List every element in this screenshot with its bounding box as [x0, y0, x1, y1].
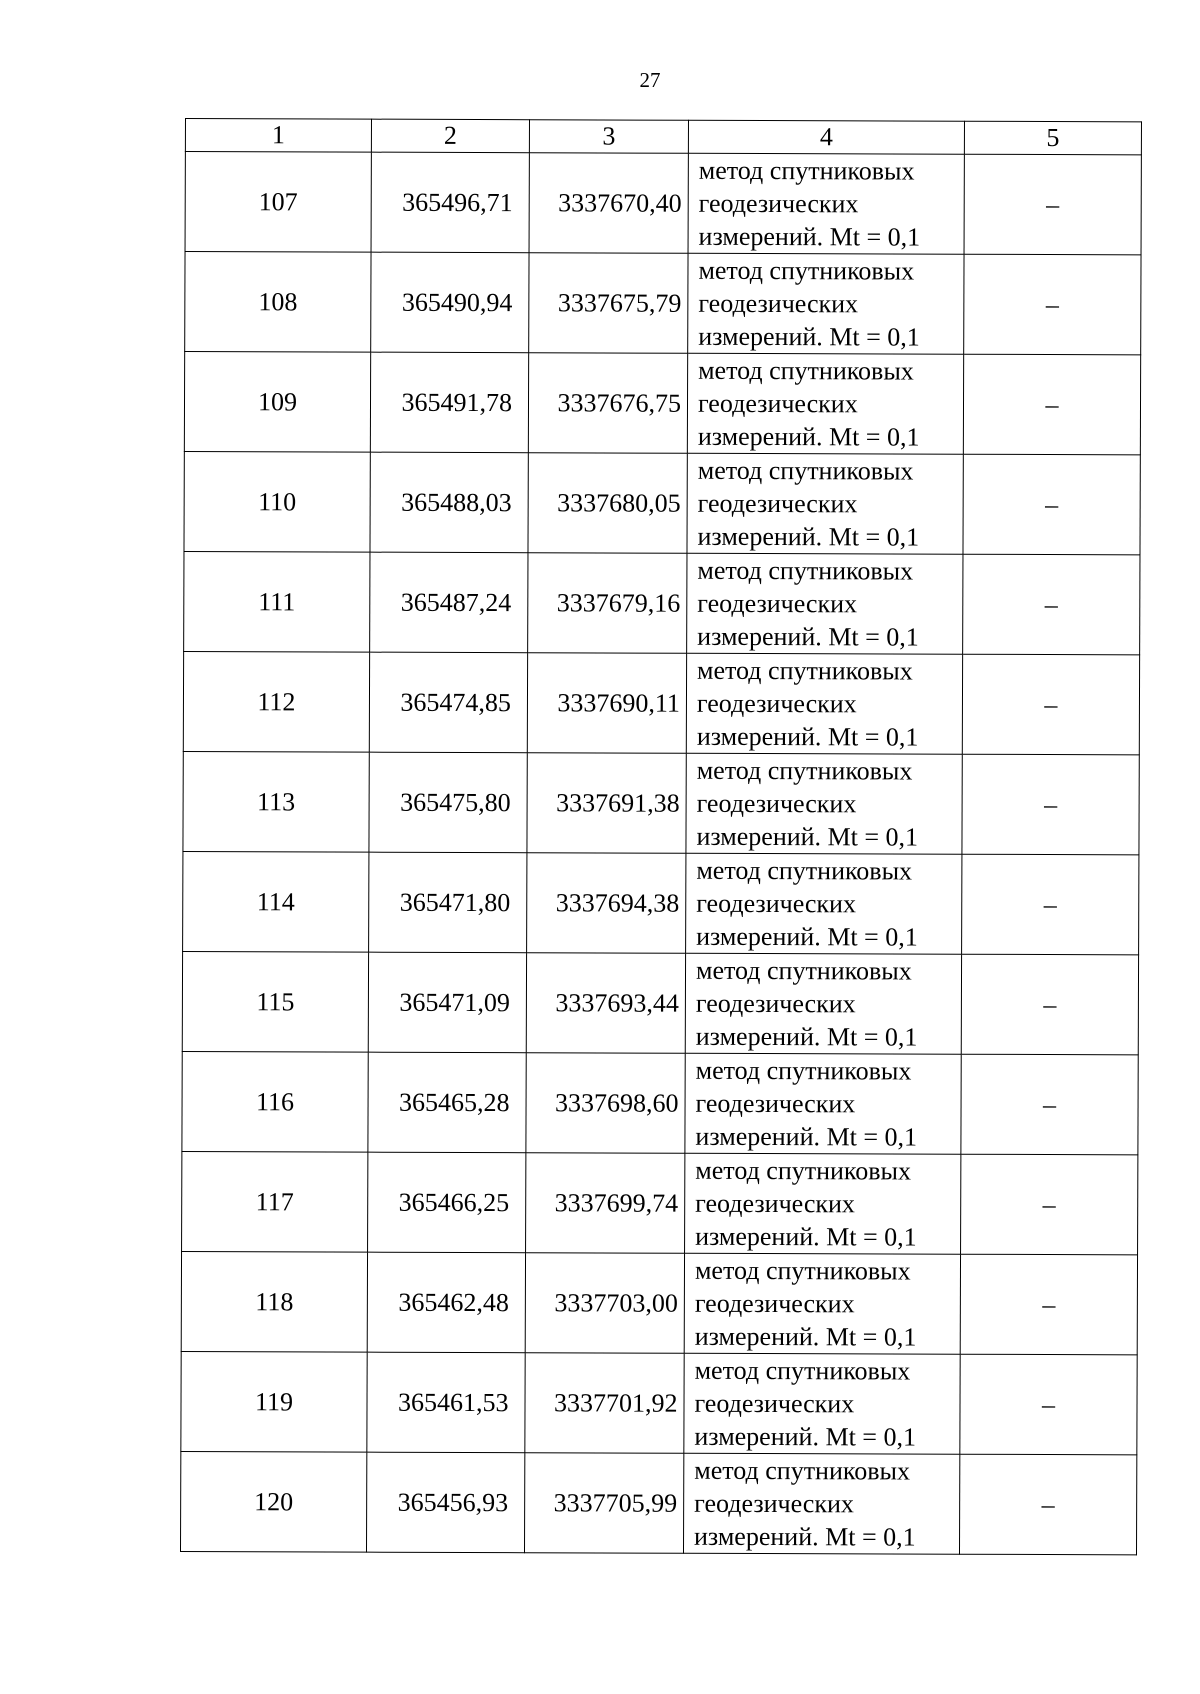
note-cell: – [964, 254, 1141, 355]
x-coordinate-cell: 365465,28 [368, 1052, 526, 1153]
method-line: геодезических [697, 488, 858, 519]
note-cell: – [962, 754, 1139, 855]
method-cell [686, 653, 962, 754]
note-cell: – [962, 854, 1139, 955]
note-cell: – [961, 1154, 1138, 1255]
method-line: геодезических [696, 888, 857, 919]
method-line: геодезических [694, 1288, 855, 1319]
note-cell: – [960, 1254, 1137, 1355]
table-row [185, 252, 1141, 355]
method-cell [685, 953, 961, 1054]
method-line: метод спутниковых [697, 655, 913, 686]
method-line: метод спутниковых [696, 855, 913, 886]
note-cell: – [964, 154, 1141, 255]
x-coordinate-cell: 365461,53 [367, 1352, 525, 1453]
point-number-cell: 114 [183, 851, 369, 952]
method-line: геодезических [695, 988, 856, 1019]
method-cell [688, 153, 964, 254]
x-coordinate-cell: 365490,94 [371, 252, 529, 353]
y-coordinate-cell: 3337705,99 [524, 1453, 683, 1554]
method-line: измерений. Mt = 0,1 [698, 221, 921, 252]
point-number-cell: 110 [184, 451, 370, 552]
table-row [183, 651, 1139, 754]
method-line: метод спутниковых [696, 755, 913, 786]
x-coordinate-cell: 365456,93 [366, 1452, 524, 1553]
method-line: метод спутниковых [698, 155, 915, 186]
table-row [184, 551, 1140, 654]
column-header: 3 [529, 120, 688, 154]
method-line: метод спутниковых [694, 1455, 911, 1486]
table-row [181, 1251, 1137, 1354]
x-coordinate-cell: 365471,09 [368, 952, 526, 1053]
method-cell [686, 853, 962, 954]
y-coordinate-cell: 3337703,00 [525, 1253, 684, 1354]
note-cell: – [960, 1354, 1137, 1455]
method-line: геодезических [695, 1188, 855, 1219]
column-header: 2 [371, 119, 529, 153]
method-line: геодезических [697, 588, 858, 619]
page-number: 27 [639, 68, 661, 92]
method-line: измерений. Mt = 0,1 [698, 321, 920, 352]
y-coordinate-cell: 3337675,79 [529, 253, 688, 354]
table-row [185, 152, 1141, 255]
method-line: измерений. Mt = 0,1 [694, 1321, 917, 1352]
method-line: метод спутниковых [695, 1055, 912, 1086]
table-row [181, 1351, 1137, 1454]
method-line: измерений. Mt = 0,1 [696, 921, 918, 952]
method-cell [684, 1253, 960, 1354]
method-line: геодезических [697, 388, 858, 419]
method-line: измерений. Mt = 0,1 [695, 1121, 918, 1152]
x-coordinate-cell: 365488,03 [370, 452, 528, 553]
point-number-cell: 108 [185, 252, 371, 353]
header-row [185, 119, 1141, 155]
method-line: измерений. Mt = 0,1 [696, 721, 919, 752]
x-coordinate-cell: 365471,80 [369, 852, 527, 953]
method-line: измерений. Mt = 0,1 [697, 621, 919, 652]
method-line: геодезических [694, 1388, 855, 1419]
point-number-cell: 117 [182, 1151, 368, 1252]
x-coordinate-cell: 365491,78 [370, 352, 528, 453]
method-cell [685, 1053, 961, 1154]
y-coordinate-cell: 3337699,74 [526, 1153, 685, 1254]
y-coordinate-cell: 3337690,11 [527, 653, 686, 754]
point-number-cell: 118 [181, 1251, 367, 1352]
method-line: измерений. Mt = 0,1 [697, 521, 920, 552]
y-coordinate-cell: 3337680,05 [528, 453, 687, 554]
x-coordinate-cell: 365475,80 [369, 752, 527, 853]
method-line: метод спутниковых [697, 555, 914, 586]
method-cell [688, 253, 964, 354]
point-number-cell: 116 [182, 1051, 368, 1152]
y-coordinate-cell: 3337670,40 [529, 153, 688, 254]
point-number-cell: 119 [181, 1351, 367, 1452]
note-cell: – [963, 554, 1140, 655]
column-header: 4 [688, 120, 964, 154]
method-line: геодезических [698, 288, 859, 319]
table-row [184, 352, 1140, 455]
note-cell: – [962, 654, 1139, 755]
table-row [180, 1451, 1136, 1554]
method-line: измерений. Mt = 0,1 [695, 1221, 917, 1252]
method-line: геодезических [694, 1488, 854, 1519]
x-coordinate-cell: 365474,85 [369, 652, 527, 753]
method-line: геодезических [698, 188, 859, 219]
y-coordinate-cell: 3337698,60 [526, 1053, 685, 1154]
method-line: измерений. Mt = 0,1 [697, 421, 920, 452]
note-cell: – [961, 954, 1138, 1055]
y-coordinate-cell: 3337691,38 [527, 753, 686, 854]
method-line: метод спутниковых [694, 1355, 911, 1386]
method-line: измерений. Mt = 0,1 [695, 1021, 918, 1052]
table-row [182, 951, 1138, 1054]
method-cell [685, 1153, 961, 1254]
x-coordinate-cell: 365496,71 [371, 152, 529, 253]
method-line: геодезических [696, 688, 857, 719]
note-cell: – [963, 354, 1140, 455]
note-cell: – [963, 454, 1140, 555]
method-cell [687, 453, 963, 554]
method-cell [684, 1353, 960, 1454]
y-coordinate-cell: 3337679,16 [528, 553, 687, 654]
x-coordinate-cell: 365466,25 [368, 1152, 526, 1253]
table-row [183, 751, 1139, 854]
table-row [182, 1051, 1138, 1154]
point-number-cell: 107 [185, 152, 371, 253]
point-number-cell: 111 [184, 551, 370, 652]
method-line: измерений. Mt = 0,1 [694, 1421, 917, 1452]
y-coordinate-cell: 3337694,38 [527, 853, 686, 954]
y-coordinate-cell: 3337693,44 [526, 953, 685, 1054]
x-coordinate-cell: 365462,48 [367, 1252, 525, 1353]
method-line: метод спутниковых [694, 1255, 911, 1286]
method-cell [683, 1453, 959, 1554]
point-number-cell: 120 [180, 1451, 366, 1552]
method-line: метод спутниковых [695, 955, 912, 986]
method-cell [687, 353, 963, 454]
table-header [185, 119, 1141, 155]
method-cell [687, 553, 963, 654]
x-coordinate-cell: 365487,24 [370, 552, 528, 653]
point-number-cell: 113 [183, 751, 369, 852]
table-row [182, 1151, 1138, 1254]
point-number-cell: 109 [184, 352, 370, 453]
column-header: 5 [964, 121, 1141, 155]
table-row [183, 851, 1139, 954]
y-coordinate-cell: 3337676,75 [528, 353, 687, 454]
method-line: метод спутниковых [695, 1155, 912, 1186]
coordinates-table [180, 118, 1142, 1555]
y-coordinate-cell: 3337701,92 [525, 1353, 684, 1454]
table-row [184, 451, 1140, 554]
method-line: измерений. Mt = 0,1 [696, 821, 919, 852]
point-number-cell: 115 [182, 951, 368, 1052]
method-line: измерений. Mt = 0,1 [694, 1521, 916, 1552]
method-line: геодезических [696, 788, 857, 819]
note-cell: – [959, 1454, 1136, 1555]
column-header: 1 [185, 119, 371, 153]
method-line: метод спутниковых [698, 255, 915, 286]
method-line: геодезических [695, 1088, 856, 1119]
method-line: метод спутниковых [697, 455, 914, 486]
method-line: метод спутниковых [698, 355, 914, 386]
table-body [180, 152, 1141, 1555]
point-number-cell: 112 [183, 651, 369, 752]
note-cell: – [961, 1054, 1138, 1155]
method-cell [686, 753, 962, 854]
